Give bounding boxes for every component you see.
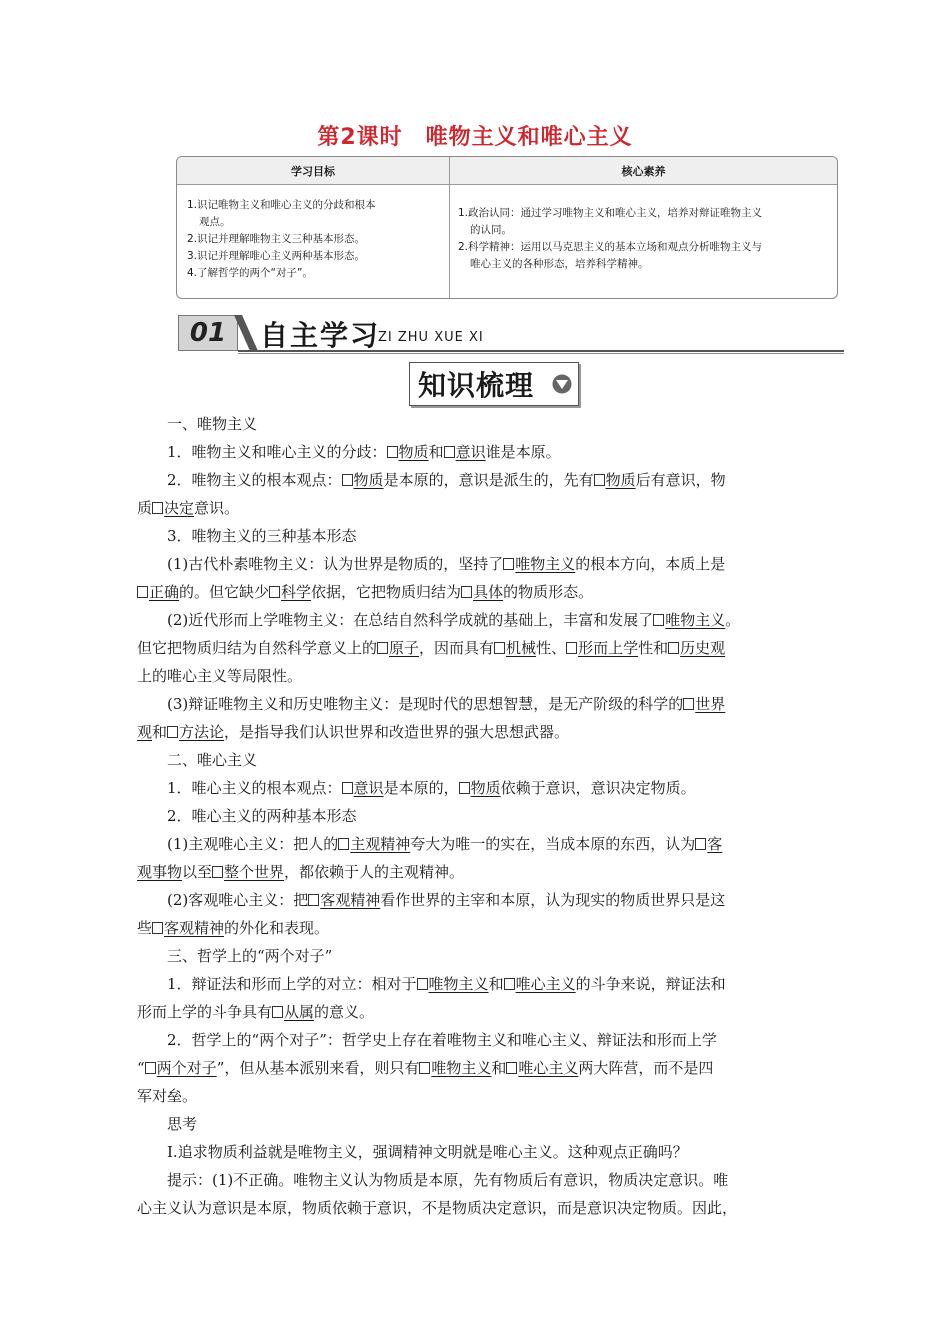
literacy-item: 2.科学精神：运用以马克思主义的基本立场和观点分析唯物主义与 唯心主义的各种形态，培养科学精神。	[458, 241, 763, 270]
think-heading: 思考	[167, 1115, 198, 1133]
goal-item: 2.识记并理解唯物主义三种基本形态。	[187, 233, 366, 245]
core-literacy-header: 核心素养	[621, 164, 666, 178]
core-literacy-list	[450, 185, 837, 299]
section-title: 自主学习	[260, 319, 381, 352]
triangle-down-icon	[552, 374, 572, 394]
answer-cont: 心主义认为意识是本原，物质依赖于意识，不是物质决定意识，而是意识决定物质。因此，	[137, 1199, 738, 1217]
goal-item: 3.识记并理解唯心主义两种基本形态。	[187, 250, 366, 262]
paragraph: (2)客观唯心主义：把 客观精神看作世界的主宰和本原，认为现实的物质世界只是这	[167, 891, 726, 909]
answer: 提示：(1)不正确。唯物主义认为物质是本原，先有物质后有意识，物质决定意识。唯	[167, 1171, 729, 1189]
subheading: 2．唯心主义的两种基本形态	[167, 807, 357, 825]
learning-goals-list	[177, 185, 450, 299]
paragraph: 1．辩证法和形而上学的对立：相对于 唯物主义和 唯心主义的斗争来说，辩证法和	[167, 975, 726, 993]
paragraph-cont: 但它把物质归结为自然科学意义上的 原子，因而具有 机械性、 形而上学性和 历史观	[137, 639, 726, 657]
banner-slant-icon	[234, 315, 258, 351]
paragraph-cont: “ 两个对子”，但从基本派别来看，则只有 唯物主义和 唯心主义两大阵营，而不是四	[137, 1059, 714, 1077]
heading-two-pairs: 三、哲学上的“两个对子”	[167, 947, 333, 965]
goal-item: 1.识记唯物主义和唯心主义的分歧和根本 观点。	[187, 199, 376, 228]
section-banner	[178, 312, 844, 354]
paragraph: (1)主观唯心主义：把人的 主观精神夸大为唯一的实在，当成本原的东西，认为 客	[167, 835, 723, 853]
paragraph-cont: 质 决定意识。	[137, 499, 240, 517]
paragraph-cont: 军对垒。	[137, 1087, 198, 1105]
paragraph: (1)古代朴素唯物主义：认为世界是物质的，坚持了 唯物主义的根本方向，本质上是	[167, 555, 726, 573]
heading-idealism: 二、唯心主义	[167, 751, 258, 769]
learning-goals-header: 学习目标	[177, 157, 450, 184]
section-number: 01	[178, 315, 238, 351]
subheading: 3．唯物主义的三种基本形态	[167, 527, 357, 545]
paragraph-cont: 观事物以至 整个世界，都依赖于人的主观精神。	[137, 863, 465, 881]
subsection-title: 知识梳理	[409, 362, 579, 406]
paragraph-cont: 些 客观精神的外化和表现。	[137, 919, 330, 937]
heading-materialism: 一、唯物主义	[167, 415, 258, 433]
main-content	[137, 410, 817, 1222]
goal-item: 4.了解哲学的两个“对子”。	[187, 267, 313, 279]
literacy-item: 1.政治认同：通过学习唯物主义和唯心主义，培养对辩证唯物主义 的认同。	[458, 207, 763, 236]
objectives-header	[177, 157, 837, 185]
paragraph: 2．哲学上的“两个对子”：哲学史上存在着唯物主义和唯心主义、辩证法和形而上学	[167, 1031, 717, 1049]
page-title: 第2课时 唯物主义和唯心主义	[317, 125, 633, 150]
paragraph-cont: 观和 方法论，是指导我们认识世界和改造世界的强大思想武器。	[137, 723, 570, 741]
paragraph: (2)近代形而上学唯物主义：在总结自然科学成就的基础上，丰富和发展了 唯物主义。	[167, 611, 741, 629]
paragraph-cont: 正确的。但它缺少 科学依据，它把物质归结为 具体的物质形态。	[137, 578, 817, 606]
paragraph: 1．唯物主义和唯心主义的分歧： 物质和 意识谁是本原。	[167, 443, 561, 461]
paragraph-cont: 上的唯心主义等局限性。	[137, 667, 303, 685]
paragraph-cont: 形而上学的斗争具有 从属的意义。	[137, 1003, 375, 1021]
question: Ⅰ.追求物质利益就是唯物主义，强调精神文明就是唯心主义。这种观点正确吗？	[167, 1143, 688, 1161]
paragraph: 1．唯心主义的根本观点： 意识是本原的， 物质依赖于意识，意识决定物质。	[167, 779, 696, 797]
paragraph: (3)辩证唯物主义和历史唯物主义：是现时代的思想智慧，是无产阶级的科学的 世界	[167, 695, 726, 713]
objectives-table	[176, 156, 838, 299]
section-pinyin: ZI ZHU XUE XI	[378, 330, 484, 345]
paragraph: 2．唯物主义的根本观点： 物质是本原的，意识是派生的，先有 物质后有意识，物	[167, 471, 726, 489]
